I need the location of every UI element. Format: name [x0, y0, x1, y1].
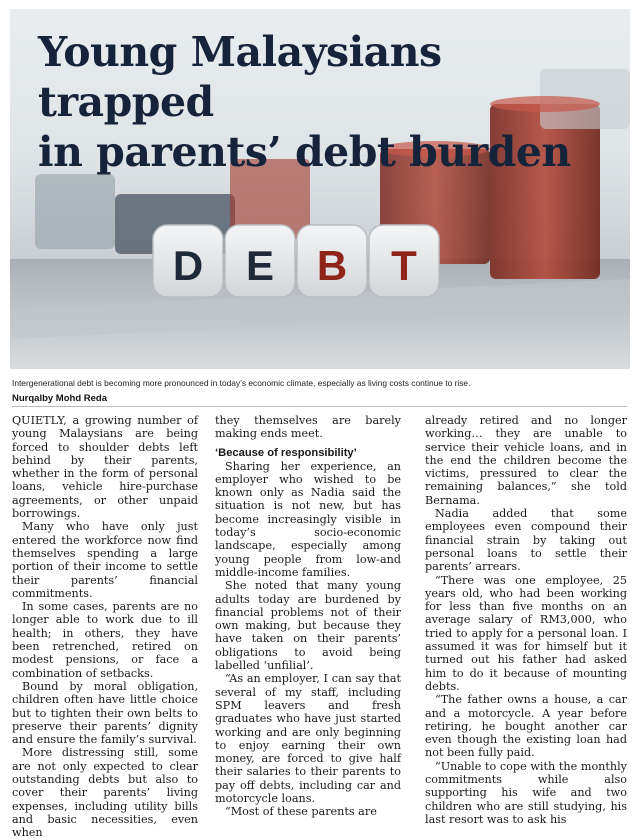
paragraph-continued: already retired and no longer working… they are unable to service their vehicle loans, and in the end the children become the victims, pressured to clear the remaining balances,” she told Bernama.: [425, 414, 627, 507]
headline-line1: Young Malaysians trapped: [38, 28, 442, 126]
paragraph: More distressing still, some are not only expected to clear outstanding debts but also to cover their parents’ living expenses, including utility bills and basic necessities, even when: [12, 746, 198, 840]
paragraph-continued: they themselves are barely making ends meet.: [215, 414, 401, 441]
paragraph: In some cases, parents are no longer able to work due to ill health; in others, they have been retrenched, retired on modest pensions, or face a combination of setbacks.: [12, 600, 198, 680]
divider: [12, 406, 627, 407]
image-caption: Intergenerational debt is becoming more pronounced in today’s economic climate, especially as living costs continue to rise.: [12, 378, 471, 388]
hero-image: [10, 9, 630, 369]
paragraph: Nadia added that some employees even compound their financial strain by taking out personal loans to settle their parents’ arrears.: [425, 507, 627, 574]
die-letter-d: D: [172, 242, 204, 289]
paragraph: Many who have only just entered the workforce now find themselves spending a large portion of their income to settle their parents’ financial commitments.: [12, 520, 198, 600]
article-column-3: [425, 414, 627, 826]
paragraph: “Unable to cope with the monthly commitments while also supporting his wife and two children who are still studying, his last resort was to ask his: [425, 759, 627, 826]
paragraph: QUIETLY, a growing number of young Malaysians are being forced to shoulder debts left behind by their parents, whether in the form of personal loans, vehicle hire-purchase agreements, or other unpaid borrowings.: [12, 414, 198, 521]
paragraph: She noted that many young adults today are burdened by financial problems not of their own making, but because they have taken on their parents’ obligations to avoid being labelled ‘unfilial’.: [215, 579, 401, 673]
die-letter-t: T: [391, 242, 417, 289]
article-column-2: [215, 414, 401, 819]
article-column-1: [12, 414, 198, 840]
subheading: ‘Because of responsibility’: [215, 446, 357, 459]
paragraph: “The father owns a house, a car and a motorcycle. A year before retiring, he bought another car even though the existing loan had not been fully paid.: [425, 693, 627, 760]
die-letter-b: B: [316, 242, 348, 289]
headline: [38, 27, 618, 177]
paragraph: “As an employer, I can say that several of my staff, including SPM leavers and fresh graduates who have just started working and are only beginning to enjoy earning their own money, are forced to give half their salaries to their parents to pay off debts, including car and motorcycle loans.: [215, 672, 401, 806]
paragraph: Bound by moral obligation, children often have little choice but to tighten their own belts to preserve their parents’ dignity and ensure the family’s survival.: [12, 679, 198, 747]
paragraph: “Most of these parents are: [225, 805, 377, 819]
paragraph: “There was one employee, 25 years old, who had been working for less than five months on an average salary of RM3,000, who tried to apply for a personal loan. I assumed it was for himself but it turned out his father had asked him to do it because of mounting debts.: [425, 573, 627, 693]
paragraph: Sharing her experience, an employer who wished to be known only as Nadia said the situation is not new, but has become increasingly visible in today’s socio-economic landscape, especially among young people from low-and middle-income families.: [215, 459, 401, 579]
headline-line2: in parents’ debt burden: [38, 128, 571, 176]
byline: Nurqalby Mohd Reda: [12, 393, 108, 404]
die-letter-e: E: [245, 242, 275, 289]
